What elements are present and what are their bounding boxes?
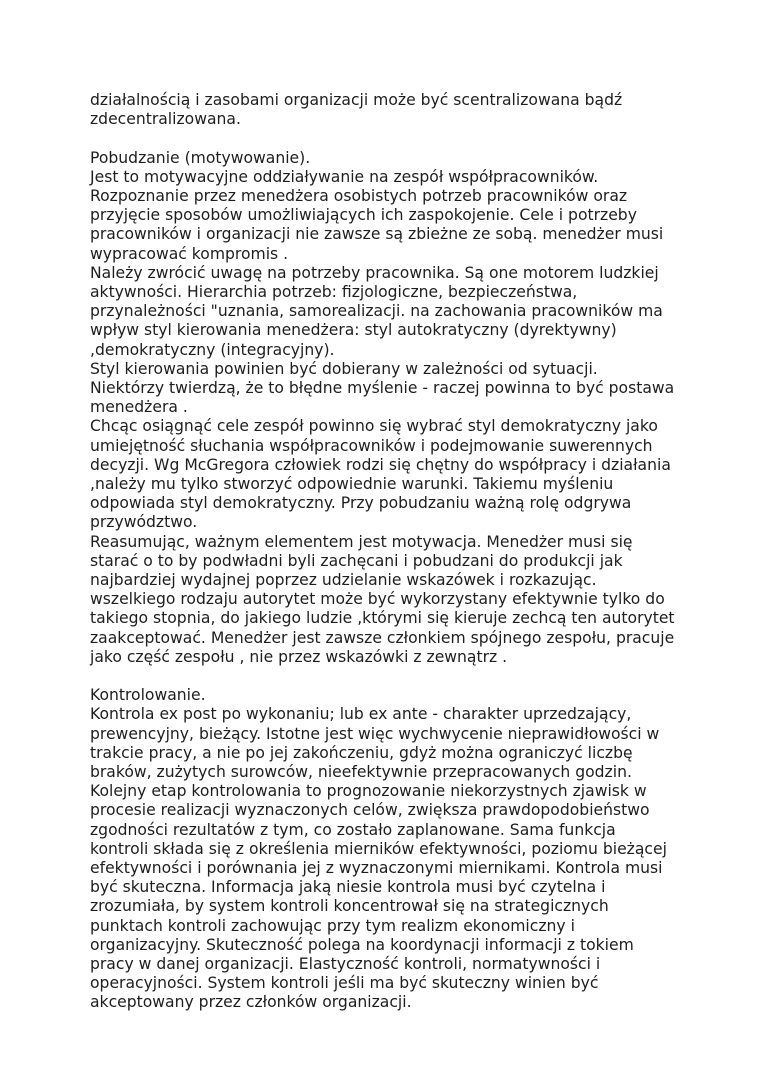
- text-line: Styl kierowania powinien być dobierany w zależności od sytuacji.: [90, 359, 598, 378]
- text-line: Pobudzanie (motywowanie).: [90, 148, 311, 167]
- text-line: Kontrola ex post po wykonaniu; lub ex ante - charakter uprzedzający,: [90, 705, 632, 724]
- text-line: aktywności. Hierarchia potrzeb: fizjologiczne, bezpieczeństwa,: [90, 283, 578, 301]
- text-line: pracy w danej organizacji. Elastyczność kontroli, normatywności i: [90, 955, 601, 973]
- text-line: Reasumując, ważnym elementem jest motywacja. Menedżer musi się: [90, 532, 633, 551]
- text-line: trakcie pracy, a nie po jej zakończeniu, gdyż można ograniczyć liczbę: [90, 743, 633, 762]
- text-line: wypracować kompromis .: [90, 244, 289, 263]
- text-line: prewencyjny, bieżący. Istotne jest więc wychwycenie nieprawidłowości w: [90, 724, 660, 743]
- text-line: Niektórzy twierdzą, że to błędne myślenie - raczej powinna to być postawa: [90, 379, 675, 397]
- text-line: najbardziej wydajnej poprzez udzielanie wskazówek i rozkazując.: [90, 571, 597, 589]
- text-line: wpływ styl kierowania menedżera: styl autokratyczny (dyrektywny): [90, 321, 617, 340]
- text-line: menedżera .: [90, 398, 188, 417]
- text-line: odpowiada styl demokratyczny. Przy pobudzaniu ważną rolę odgrywa: [90, 494, 632, 513]
- text-line: zrozumiała, by system kontroli koncentrował się na strategicznych: [90, 897, 609, 916]
- text-line: Jest to motywacyjne oddziaływanie na zespół współpracowników.: [90, 167, 599, 186]
- text-line: pracowników i organizacji nie zawsze są zbieżne ze sobą. menedżer musi: [90, 225, 664, 244]
- text-line: efektywności i porównania jej z wyznaczonymi miernikami. Kontrola musi: [90, 859, 663, 877]
- text-line: zdecentralizowana.: [90, 110, 241, 129]
- text-line: umiejętność słuchania współpracowników i podejmowanie suwerennych: [90, 436, 653, 455]
- text-line: takiego stopnia, do jakiego ludzie ,którymi się kieruje zechcą ten autorytet: [90, 609, 675, 628]
- text-line: przywództwo.: [90, 513, 198, 532]
- text-line: ,demokratyczny (integracyjny).: [90, 340, 335, 359]
- text-line: być skuteczna. Informacja jaką niesie kontrola musi być czytelna i: [90, 878, 606, 897]
- text-line: ,należy mu tylko stworzyć odpowiednie warunki. Takiemu myśleniu: [90, 475, 614, 493]
- text-line: Kolejny etap kontrolowania to prognozowanie niekorzystnych zjawisk w: [90, 782, 647, 801]
- text-line: zgodności rezultatów z tym, co zostało zaplanowane. Sama funkcja: [90, 820, 616, 839]
- text-line: zaakceptować. Menedżer jest zawsze członkiem spójnego zespołu, pracuje: [90, 628, 675, 647]
- text-line: przyjęcie sposobów umożliwiających ich zaspokojenie. Cele i potrzeby: [90, 206, 637, 225]
- text-line: jako część zespołu , nie przez wskazówki z zewnątrz .: [90, 647, 508, 666]
- text-line: akceptowany przez członków organizacji.: [90, 993, 412, 1012]
- text-line: braków, zużytych surowców, nieefektywnie przepracowanych godzin.: [90, 763, 632, 781]
- text-line: organizacyjny. Skuteczność polega na koordynacji informacji z tokiem: [90, 935, 634, 954]
- text-line: Rozpoznanie przez menedżera osobistych potrzeb pracowników oraz: [90, 187, 628, 205]
- text-line: punktach kontroli zachowując przy tym realizm ekonomiczny i: [90, 916, 575, 935]
- text-line: starać o to by podwładni byli zachęcani i pobudzani do produkcji jak: [90, 551, 623, 570]
- text-line: działalnością i zasobami organizacji może być scentralizowana bądź: [90, 91, 623, 109]
- text-line: Kontrolowanie.: [90, 686, 206, 705]
- text-line: Chcąc osiągnąć cele zespół powinno się wybrać styl demokratyczny jako: [90, 417, 658, 436]
- text-line: kontroli składa się z określenia mierników efektywności, poziomu bieżącej: [90, 839, 667, 858]
- text-line: procesie realizacji wyznaczonych celów, zwiększa prawdopodobieństwo: [90, 801, 650, 820]
- text-line: Należy zwrócić uwagę na potrzeby pracownika. Są one motorem ludzkiej: [90, 263, 659, 282]
- text-line: operacyjności. System kontroli jeśli ma być skuteczny winien być: [90, 974, 599, 993]
- text-line: wszelkiego rodzaju autorytet może być wykorzystany efektywnie tylko do: [90, 590, 665, 609]
- text-line: przynależności "uznania, samorealizacji. na zachowania pracowników ma: [90, 302, 663, 321]
- text-line: decyzji. Wg McGregora człowiek rodzi się chętny do współpracy i działania: [90, 455, 671, 474]
